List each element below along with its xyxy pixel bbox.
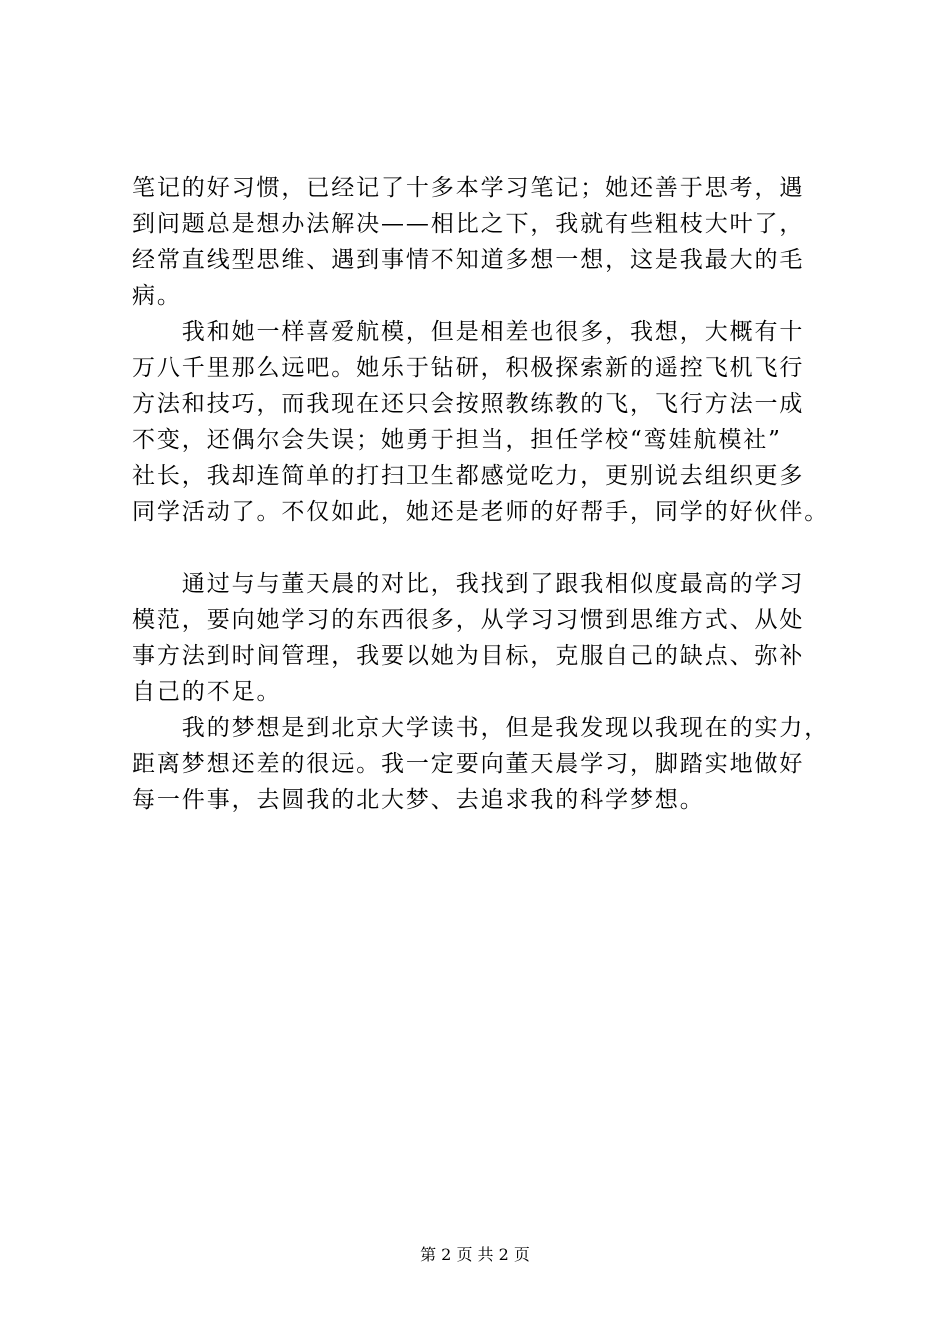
text-line: 距离梦想还差的很远。我一定要向董天晨学习，脚踏实地做好 xyxy=(132,751,805,777)
text-line: 社长，我却连简单的打扫卫生都感觉吃力，更别说去组织更多 xyxy=(132,463,805,489)
text-line: 事方法到时间管理，我要以她为目标，克服自己的缺点、弥补 xyxy=(132,643,805,669)
text-line: 自己的不足。 xyxy=(132,679,282,705)
text-line: 经常直线型思维、遇到事情不知道多想一想，这是我最大的毛 xyxy=(132,247,805,273)
paragraph-gap xyxy=(132,530,832,566)
text-line: 通过与与董天晨的对比，我找到了跟我相似度最高的学习 xyxy=(132,571,805,597)
text-line: 方法和技巧，而我现在还只会按照教练教的飞，飞行方法一成 xyxy=(132,391,805,417)
text-line: 同学活动了。不仅如此，她还是老师的好帮手，同学的好伙伴。 xyxy=(132,499,830,525)
text-line: 我和她一样喜爱航模，但是相差也很多，我想，大概有十 xyxy=(132,319,805,345)
document-body xyxy=(132,170,832,818)
text-line: 不变，还偶尔会失误；她勇于担当，担任学校“鸾娃航模社” xyxy=(132,427,782,453)
text-line: 病。 xyxy=(132,283,182,309)
text-line: 笔记的好习惯，已经记了十多本学习笔记；她还善于思考，遇 xyxy=(132,175,805,201)
text-line: 每一件事，去圆我的北大梦、去追求我的科学梦想。 xyxy=(132,787,705,813)
page-footer: 第 2 页 共 2 页 xyxy=(420,1245,530,1264)
text-line: 万八千里那么远吧。她乐于钻研，积极探索新的遥控飞机飞行 xyxy=(132,355,805,381)
text-line: 到问题总是想办法解决——相比之下，我就有些粗枝大叶了， xyxy=(132,211,805,237)
text-line: 我的梦想是到北京大学读书，但是我发现以我现在的实力， xyxy=(132,715,830,741)
text-line: 模范，要向她学习的东西很多，从学习习惯到思维方式、从处 xyxy=(132,607,805,633)
